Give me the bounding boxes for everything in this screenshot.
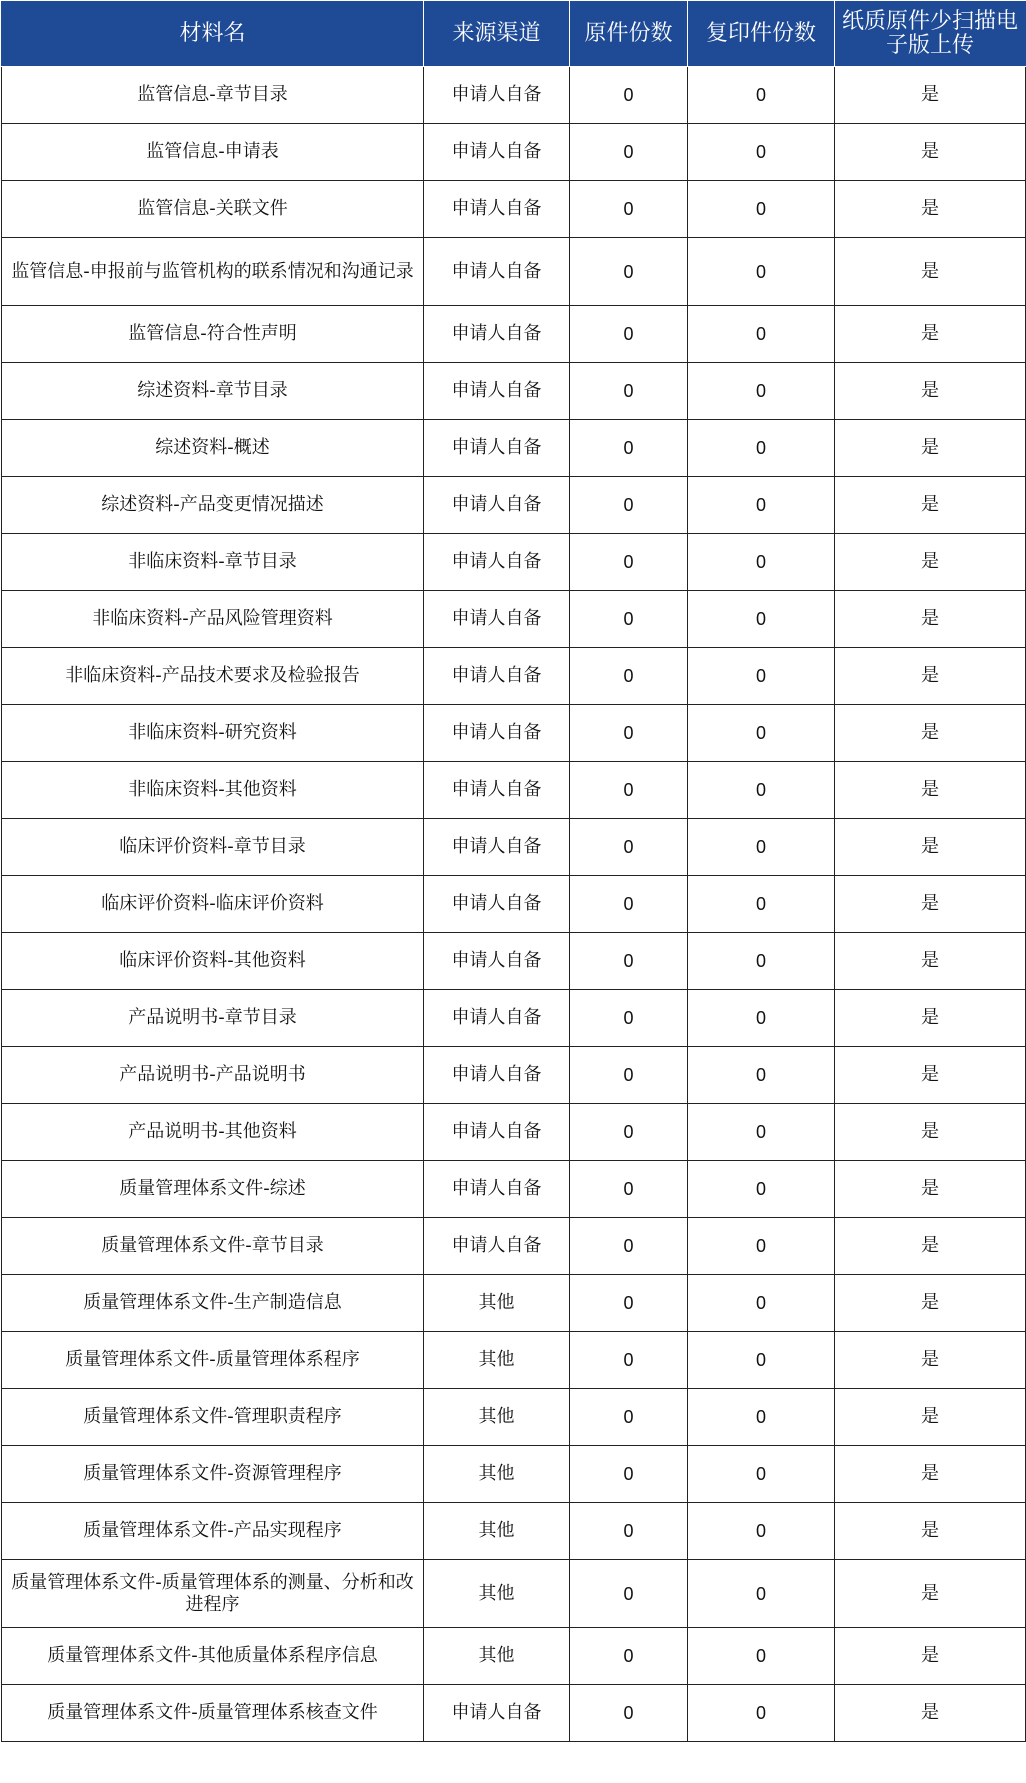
original-count-cell: 0 bbox=[570, 238, 688, 306]
copy-count-cell: 0 bbox=[688, 876, 835, 933]
scan-upload-cell: 是 bbox=[835, 1218, 1026, 1275]
source-cell: 申请人自备 bbox=[424, 762, 570, 819]
copy-count-cell: 0 bbox=[688, 1332, 835, 1389]
column-header-source: 来源渠道 bbox=[424, 2, 570, 67]
source-cell: 其他 bbox=[424, 1628, 570, 1685]
scan-upload-cell: 是 bbox=[835, 762, 1026, 819]
original-count-cell: 0 bbox=[570, 1628, 688, 1685]
source-cell: 其他 bbox=[424, 1560, 570, 1628]
material-name-cell: 临床评价资料-临床评价资料 bbox=[2, 876, 424, 933]
copy-count-cell: 0 bbox=[688, 306, 835, 363]
original-count-cell: 0 bbox=[570, 705, 688, 762]
table-row bbox=[2, 1218, 1026, 1275]
material-name-cell: 临床评价资料-其他资料 bbox=[2, 933, 424, 990]
scan-upload-cell: 是 bbox=[835, 1503, 1026, 1560]
copy-count-cell: 0 bbox=[688, 819, 835, 876]
column-header-name: 材料名 bbox=[2, 2, 424, 67]
copy-count-cell: 0 bbox=[688, 124, 835, 181]
original-count-cell: 0 bbox=[570, 1685, 688, 1742]
material-name-cell: 质量管理体系文件-管理职责程序 bbox=[2, 1389, 424, 1446]
material-name-cell: 产品说明书-章节目录 bbox=[2, 990, 424, 1047]
scan-upload-cell: 是 bbox=[835, 534, 1026, 591]
table-row bbox=[2, 1628, 1026, 1685]
scan-upload-cell: 是 bbox=[835, 1685, 1026, 1742]
copy-count-cell: 0 bbox=[688, 1161, 835, 1218]
copy-count-cell: 0 bbox=[688, 1275, 835, 1332]
material-name-cell: 非临床资料-其他资料 bbox=[2, 762, 424, 819]
scan-upload-cell: 是 bbox=[835, 819, 1026, 876]
original-count-cell: 0 bbox=[570, 990, 688, 1047]
table-row bbox=[2, 363, 1026, 420]
material-name-cell: 质量管理体系文件-章节目录 bbox=[2, 1218, 424, 1275]
material-name-cell: 质量管理体系文件-其他质量体系程序信息 bbox=[2, 1628, 424, 1685]
copy-count-cell: 0 bbox=[688, 648, 835, 705]
scan-upload-cell: 是 bbox=[835, 1047, 1026, 1104]
scan-upload-cell: 是 bbox=[835, 1446, 1026, 1503]
source-cell: 申请人自备 bbox=[424, 420, 570, 477]
copy-count-cell: 0 bbox=[688, 762, 835, 819]
table-row bbox=[2, 705, 1026, 762]
scan-upload-cell: 是 bbox=[835, 420, 1026, 477]
table-row bbox=[2, 534, 1026, 591]
table-row bbox=[2, 1332, 1026, 1389]
scan-upload-cell: 是 bbox=[835, 705, 1026, 762]
materials-table bbox=[1, 1, 1026, 1742]
material-name-cell: 综述资料-概述 bbox=[2, 420, 424, 477]
material-name-cell: 质量管理体系文件-产品实现程序 bbox=[2, 1503, 424, 1560]
copy-count-cell: 0 bbox=[688, 420, 835, 477]
scan-upload-cell: 是 bbox=[835, 1628, 1026, 1685]
source-cell: 其他 bbox=[424, 1446, 570, 1503]
copy-count-cell: 0 bbox=[688, 534, 835, 591]
material-name-cell: 质量管理体系文件-生产制造信息 bbox=[2, 1275, 424, 1332]
scan-upload-cell: 是 bbox=[835, 1389, 1026, 1446]
copy-count-cell: 0 bbox=[688, 1446, 835, 1503]
material-name-cell: 非临床资料-章节目录 bbox=[2, 534, 424, 591]
copy-count-cell: 0 bbox=[688, 933, 835, 990]
material-name-cell: 综述资料-章节目录 bbox=[2, 363, 424, 420]
scan-upload-cell: 是 bbox=[835, 181, 1026, 238]
original-count-cell: 0 bbox=[570, 124, 688, 181]
source-cell: 申请人自备 bbox=[424, 238, 570, 306]
source-cell: 申请人自备 bbox=[424, 876, 570, 933]
copy-count-cell: 0 bbox=[688, 1104, 835, 1161]
original-count-cell: 0 bbox=[570, 1446, 688, 1503]
scan-upload-cell: 是 bbox=[835, 591, 1026, 648]
scan-upload-cell: 是 bbox=[835, 238, 1026, 306]
source-cell: 申请人自备 bbox=[424, 933, 570, 990]
source-cell: 其他 bbox=[424, 1275, 570, 1332]
table-row bbox=[2, 762, 1026, 819]
source-cell: 申请人自备 bbox=[424, 124, 570, 181]
source-cell: 申请人自备 bbox=[424, 819, 570, 876]
source-cell: 其他 bbox=[424, 1332, 570, 1389]
material-name-cell: 监管信息-章节目录 bbox=[2, 67, 424, 124]
source-cell: 申请人自备 bbox=[424, 990, 570, 1047]
column-header-copy-count: 复印件份数 bbox=[688, 2, 835, 67]
table-body bbox=[2, 67, 1026, 1742]
source-cell: 申请人自备 bbox=[424, 67, 570, 124]
copy-count-cell: 0 bbox=[688, 1560, 835, 1628]
scan-upload-cell: 是 bbox=[835, 1161, 1026, 1218]
table-row bbox=[2, 1047, 1026, 1104]
table-row bbox=[2, 1275, 1026, 1332]
material-name-cell: 综述资料-产品变更情况描述 bbox=[2, 477, 424, 534]
column-header-scan-upload: 纸质原件少扫描电子版上传 bbox=[835, 2, 1026, 67]
table-row bbox=[2, 1389, 1026, 1446]
table-row bbox=[2, 1685, 1026, 1742]
copy-count-cell: 0 bbox=[688, 363, 835, 420]
source-cell: 申请人自备 bbox=[424, 363, 570, 420]
source-cell: 申请人自备 bbox=[424, 591, 570, 648]
copy-count-cell: 0 bbox=[688, 1389, 835, 1446]
original-count-cell: 0 bbox=[570, 648, 688, 705]
copy-count-cell: 0 bbox=[688, 705, 835, 762]
scan-upload-cell: 是 bbox=[835, 67, 1026, 124]
original-count-cell: 0 bbox=[570, 1560, 688, 1628]
source-cell: 申请人自备 bbox=[424, 1218, 570, 1275]
original-count-cell: 0 bbox=[570, 477, 688, 534]
material-name-cell: 质量管理体系文件-质量管理体系核查文件 bbox=[2, 1685, 424, 1742]
copy-count-cell: 0 bbox=[688, 1685, 835, 1742]
source-cell: 申请人自备 bbox=[424, 705, 570, 762]
original-count-cell: 0 bbox=[570, 819, 688, 876]
copy-count-cell: 0 bbox=[688, 1503, 835, 1560]
material-name-cell: 产品说明书-产品说明书 bbox=[2, 1047, 424, 1104]
copy-count-cell: 0 bbox=[688, 67, 835, 124]
scan-upload-cell: 是 bbox=[835, 933, 1026, 990]
scan-upload-cell: 是 bbox=[835, 363, 1026, 420]
table-row bbox=[2, 648, 1026, 705]
material-name-cell: 非临床资料-研究资料 bbox=[2, 705, 424, 762]
copy-count-cell: 0 bbox=[688, 1047, 835, 1104]
source-cell: 申请人自备 bbox=[424, 1047, 570, 1104]
table-row bbox=[2, 67, 1026, 124]
original-count-cell: 0 bbox=[570, 591, 688, 648]
table-row bbox=[2, 1161, 1026, 1218]
original-count-cell: 0 bbox=[570, 306, 688, 363]
scan-upload-cell: 是 bbox=[835, 477, 1026, 534]
scan-upload-cell: 是 bbox=[835, 124, 1026, 181]
table-row bbox=[2, 933, 1026, 990]
original-count-cell: 0 bbox=[570, 534, 688, 591]
table-row bbox=[2, 181, 1026, 238]
scan-upload-cell: 是 bbox=[835, 1275, 1026, 1332]
column-header-original-count: 原件份数 bbox=[570, 2, 688, 67]
copy-count-cell: 0 bbox=[688, 238, 835, 306]
copy-count-cell: 0 bbox=[688, 990, 835, 1047]
source-cell: 申请人自备 bbox=[424, 181, 570, 238]
original-count-cell: 0 bbox=[570, 1389, 688, 1446]
scan-upload-cell: 是 bbox=[835, 876, 1026, 933]
original-count-cell: 0 bbox=[570, 762, 688, 819]
scan-upload-cell: 是 bbox=[835, 648, 1026, 705]
original-count-cell: 0 bbox=[570, 67, 688, 124]
material-name-cell: 产品说明书-其他资料 bbox=[2, 1104, 424, 1161]
table-row bbox=[2, 238, 1026, 306]
copy-count-cell: 0 bbox=[688, 1628, 835, 1685]
table-row bbox=[2, 876, 1026, 933]
material-name-cell: 质量管理体系文件-资源管理程序 bbox=[2, 1446, 424, 1503]
source-cell: 申请人自备 bbox=[424, 477, 570, 534]
table-row bbox=[2, 591, 1026, 648]
table-row bbox=[2, 1560, 1026, 1628]
source-cell: 申请人自备 bbox=[424, 1161, 570, 1218]
table-row bbox=[2, 990, 1026, 1047]
original-count-cell: 0 bbox=[570, 1275, 688, 1332]
original-count-cell: 0 bbox=[570, 1047, 688, 1104]
source-cell: 申请人自备 bbox=[424, 534, 570, 591]
original-count-cell: 0 bbox=[570, 1332, 688, 1389]
scan-upload-cell: 是 bbox=[835, 990, 1026, 1047]
original-count-cell: 0 bbox=[570, 363, 688, 420]
table-row bbox=[2, 477, 1026, 534]
source-cell: 其他 bbox=[424, 1503, 570, 1560]
source-cell: 申请人自备 bbox=[424, 648, 570, 705]
original-count-cell: 0 bbox=[570, 1503, 688, 1560]
material-name-cell: 质量管理体系文件-质量管理体系程序 bbox=[2, 1332, 424, 1389]
table-row bbox=[2, 420, 1026, 477]
copy-count-cell: 0 bbox=[688, 477, 835, 534]
material-name-cell: 临床评价资料-章节目录 bbox=[2, 819, 424, 876]
copy-count-cell: 0 bbox=[688, 181, 835, 238]
header-row bbox=[2, 2, 1026, 67]
scan-upload-cell: 是 bbox=[835, 306, 1026, 363]
source-cell: 其他 bbox=[424, 1389, 570, 1446]
original-count-cell: 0 bbox=[570, 420, 688, 477]
material-name-cell: 质量管理体系文件-综述 bbox=[2, 1161, 424, 1218]
table-row bbox=[2, 1104, 1026, 1161]
table-row bbox=[2, 819, 1026, 876]
table-row bbox=[2, 124, 1026, 181]
source-cell: 申请人自备 bbox=[424, 1104, 570, 1161]
table-row bbox=[2, 1446, 1026, 1503]
scan-upload-cell: 是 bbox=[835, 1332, 1026, 1389]
original-count-cell: 0 bbox=[570, 933, 688, 990]
scan-upload-cell: 是 bbox=[835, 1104, 1026, 1161]
original-count-cell: 0 bbox=[570, 1161, 688, 1218]
copy-count-cell: 0 bbox=[688, 1218, 835, 1275]
material-name-cell: 质量管理体系文件-质量管理体系的测量、分析和改进程序 bbox=[2, 1560, 424, 1628]
material-name-cell: 监管信息-申请表 bbox=[2, 124, 424, 181]
table-row bbox=[2, 1503, 1026, 1560]
original-count-cell: 0 bbox=[570, 876, 688, 933]
material-name-cell: 非临床资料-产品风险管理资料 bbox=[2, 591, 424, 648]
original-count-cell: 0 bbox=[570, 1218, 688, 1275]
source-cell: 申请人自备 bbox=[424, 1685, 570, 1742]
original-count-cell: 0 bbox=[570, 1104, 688, 1161]
table-header bbox=[2, 2, 1026, 67]
material-name-cell: 非临床资料-产品技术要求及检验报告 bbox=[2, 648, 424, 705]
scan-upload-cell: 是 bbox=[835, 1560, 1026, 1628]
copy-count-cell: 0 bbox=[688, 591, 835, 648]
original-count-cell: 0 bbox=[570, 181, 688, 238]
table-row bbox=[2, 306, 1026, 363]
source-cell: 申请人自备 bbox=[424, 306, 570, 363]
material-name-cell: 监管信息-符合性声明 bbox=[2, 306, 424, 363]
material-name-cell: 监管信息-关联文件 bbox=[2, 181, 424, 238]
material-name-cell: 监管信息-申报前与监管机构的联系情况和沟通记录 bbox=[2, 238, 424, 306]
